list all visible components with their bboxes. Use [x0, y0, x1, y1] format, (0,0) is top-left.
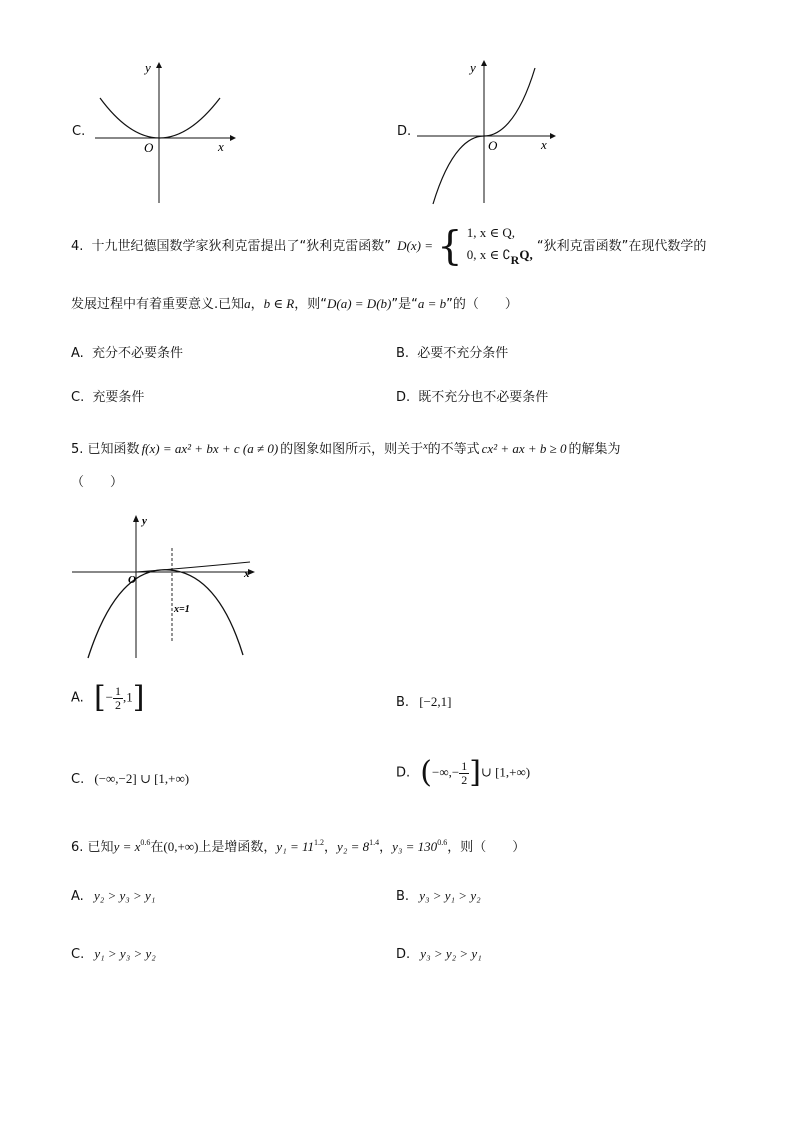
question-6-y2: y₂ = 8	[337, 839, 370, 854]
question-5-graph-line-label: x=1	[174, 604, 190, 615]
question-4-text-b: “狄利克雷函数”在现代数学的	[536, 239, 707, 254]
option-text: 既不充分也不必要条件	[418, 390, 549, 405]
question-6-text-a: 已知	[87, 840, 114, 855]
graph-d-y-label: y	[470, 60, 476, 75]
question-6-text-c: 上是增函数，	[198, 840, 277, 855]
question-4-comma: ，	[250, 297, 264, 312]
question-4-option-b[interactable]	[396, 345, 508, 363]
question-4-condition: D(a) = D(b)	[326, 296, 392, 311]
graph-d	[395, 58, 565, 208]
question-6-interval: (0,+∞)	[163, 839, 199, 854]
option-letter: A.	[71, 346, 84, 361]
option-letter: D.	[396, 765, 411, 781]
graph-c-y-label: y	[145, 60, 151, 75]
question-6-y1-exp: 1.2	[314, 838, 325, 847]
option-letter: A.	[71, 889, 84, 904]
option-text: (−∞,−2] ∪ [1,+∞)	[94, 771, 190, 786]
question-4-is: ”是“	[391, 297, 418, 312]
question-6-sep-1: ，	[324, 840, 338, 855]
question-5-graph-y: y	[142, 515, 147, 527]
question-4-line2	[71, 295, 518, 314]
question-5-graph-x: x	[244, 568, 250, 580]
question-4-fn-lhs: D(x) =	[397, 238, 434, 253]
question-5-var-x: x	[423, 441, 428, 452]
question-6-option-c[interactable]	[71, 945, 156, 964]
option-text: y₂ > y₃ > y₁	[93, 888, 156, 903]
question-5-function: f(x) = ax² + bx + c (a ≠ 0)	[141, 441, 279, 456]
option-d-fraction: $\frac{1}{2}$	[461, 758, 468, 787]
question-5-text-b: 的图象如图所示，则关于	[280, 442, 424, 457]
question-4-case2-a: 0, x ∈ ∁	[466, 247, 511, 262]
option-letter: D.	[396, 390, 411, 405]
question-4-case1: 1, x ∈ Q,	[466, 225, 516, 240]
question-4-case2-sub: R	[510, 253, 520, 267]
option-text: [−2,1]	[419, 694, 452, 709]
question-5-text-c: 的不等式	[427, 442, 480, 457]
question-4-cases	[467, 222, 533, 271]
option-letter: C.	[71, 772, 85, 787]
option-letter: B.	[396, 346, 410, 361]
question-4-case2	[467, 244, 533, 271]
question-5-line1	[71, 438, 621, 459]
graph-d-x-label: x	[541, 137, 547, 152]
question-6-option-a[interactable]	[71, 887, 155, 906]
graph-d-origin-label: O	[488, 138, 498, 153]
question-5-paren: （ ）	[71, 475, 124, 490]
option-letter: D.	[396, 947, 411, 962]
question-4-var-a: a	[244, 296, 251, 311]
option-text: 充要条件	[92, 390, 145, 405]
question-4-line2-a: 发展过程中有着重要意义.已知	[71, 297, 245, 312]
question-5-option-d[interactable]: D. (−∞,− $\frac{1}{2}$ ]∪ [1,+∞)	[396, 755, 531, 790]
option-letter: A.	[71, 690, 84, 706]
question-4-text-a: 十九世纪德国数学家狄利克雷提出了“狄利克雷函数”	[91, 239, 392, 254]
question-4-option-a[interactable]	[71, 345, 183, 363]
question-4-condition-2: a = b	[417, 296, 447, 311]
option-letter: B.	[396, 889, 410, 904]
option-a-fraction: $\frac{1}{2}$	[115, 683, 121, 712]
graph-c	[70, 58, 240, 208]
option-text: 充分不必要条件	[91, 346, 183, 361]
option-a-minus: −	[105, 689, 113, 705]
option-letter: C.	[71, 947, 85, 962]
question-5-option-a[interactable]: A. [− $\frac{1}{2}$ ,1]	[71, 680, 145, 715]
question-6-y3: y₃ = 130	[392, 839, 438, 854]
question-5-graph-origin: O	[128, 574, 136, 586]
question-5-plot	[68, 510, 268, 662]
option-letter: C.	[71, 390, 85, 405]
question-4-then: ，则“	[294, 297, 327, 312]
question-5-inequality: cx² + ax + b ≥ 0	[481, 441, 567, 456]
question-6-tail: ，则（ ）	[447, 840, 526, 855]
question-6-y2-exp: 1.4	[369, 838, 380, 847]
question-4-line1	[71, 222, 706, 268]
question-6-y1: y₁ = 11	[276, 839, 315, 854]
question-6-option-d[interactable]	[396, 945, 482, 964]
question-5-text-d: 的解集为	[568, 442, 621, 457]
question-5-graph	[68, 510, 268, 662]
option-text: y₃ > y₂ > y₁	[420, 946, 482, 961]
graph-c-x-label: x	[218, 139, 224, 154]
option-a-tail: ,1	[123, 689, 133, 705]
question-4-number: 4.	[71, 239, 84, 254]
question-4-brace: {	[437, 223, 463, 270]
option-text: 必要不充分条件	[417, 346, 509, 361]
question-4-case2-b: Q,	[519, 247, 533, 262]
question-5-text-a: 已知函数	[87, 442, 140, 457]
graph-c-label: C.	[72, 124, 86, 139]
option-text: y₁ > y₃ > y₂	[94, 946, 156, 961]
question-5-option-b[interactable]	[396, 693, 451, 712]
option-letter: B.	[396, 695, 410, 710]
question-4-option-d[interactable]	[396, 389, 548, 407]
question-6-sep-2: ，	[379, 840, 393, 855]
question-5-option-c[interactable]	[71, 770, 189, 789]
graph-c-plot	[70, 58, 240, 208]
option-d-tail: ∪ [1,+∞)	[480, 764, 531, 780]
graph-d-label: D.	[397, 124, 412, 139]
question-5-number: 5.	[71, 442, 84, 457]
question-6-line1	[71, 834, 525, 857]
option-d-head: −∞,−	[432, 764, 460, 780]
graph-c-origin-label: O	[144, 140, 154, 155]
option-text: y₃ > y₁ > y₂	[419, 888, 481, 903]
question-6-option-b[interactable]	[396, 887, 481, 906]
question-6-text-b: 在	[150, 840, 164, 855]
question-4-b-in-r: b ∈ R	[263, 296, 295, 311]
question-4-tail: ”的（ ）	[446, 297, 518, 312]
graph-d-plot	[395, 58, 565, 208]
question-4-option-c[interactable]	[71, 389, 144, 407]
question-6-fn: y = x	[113, 839, 141, 854]
question-6-fn-exp: 0.6	[140, 838, 151, 847]
question-6-y3-exp: 0.6	[437, 838, 448, 847]
question-6-number: 6.	[71, 840, 84, 855]
